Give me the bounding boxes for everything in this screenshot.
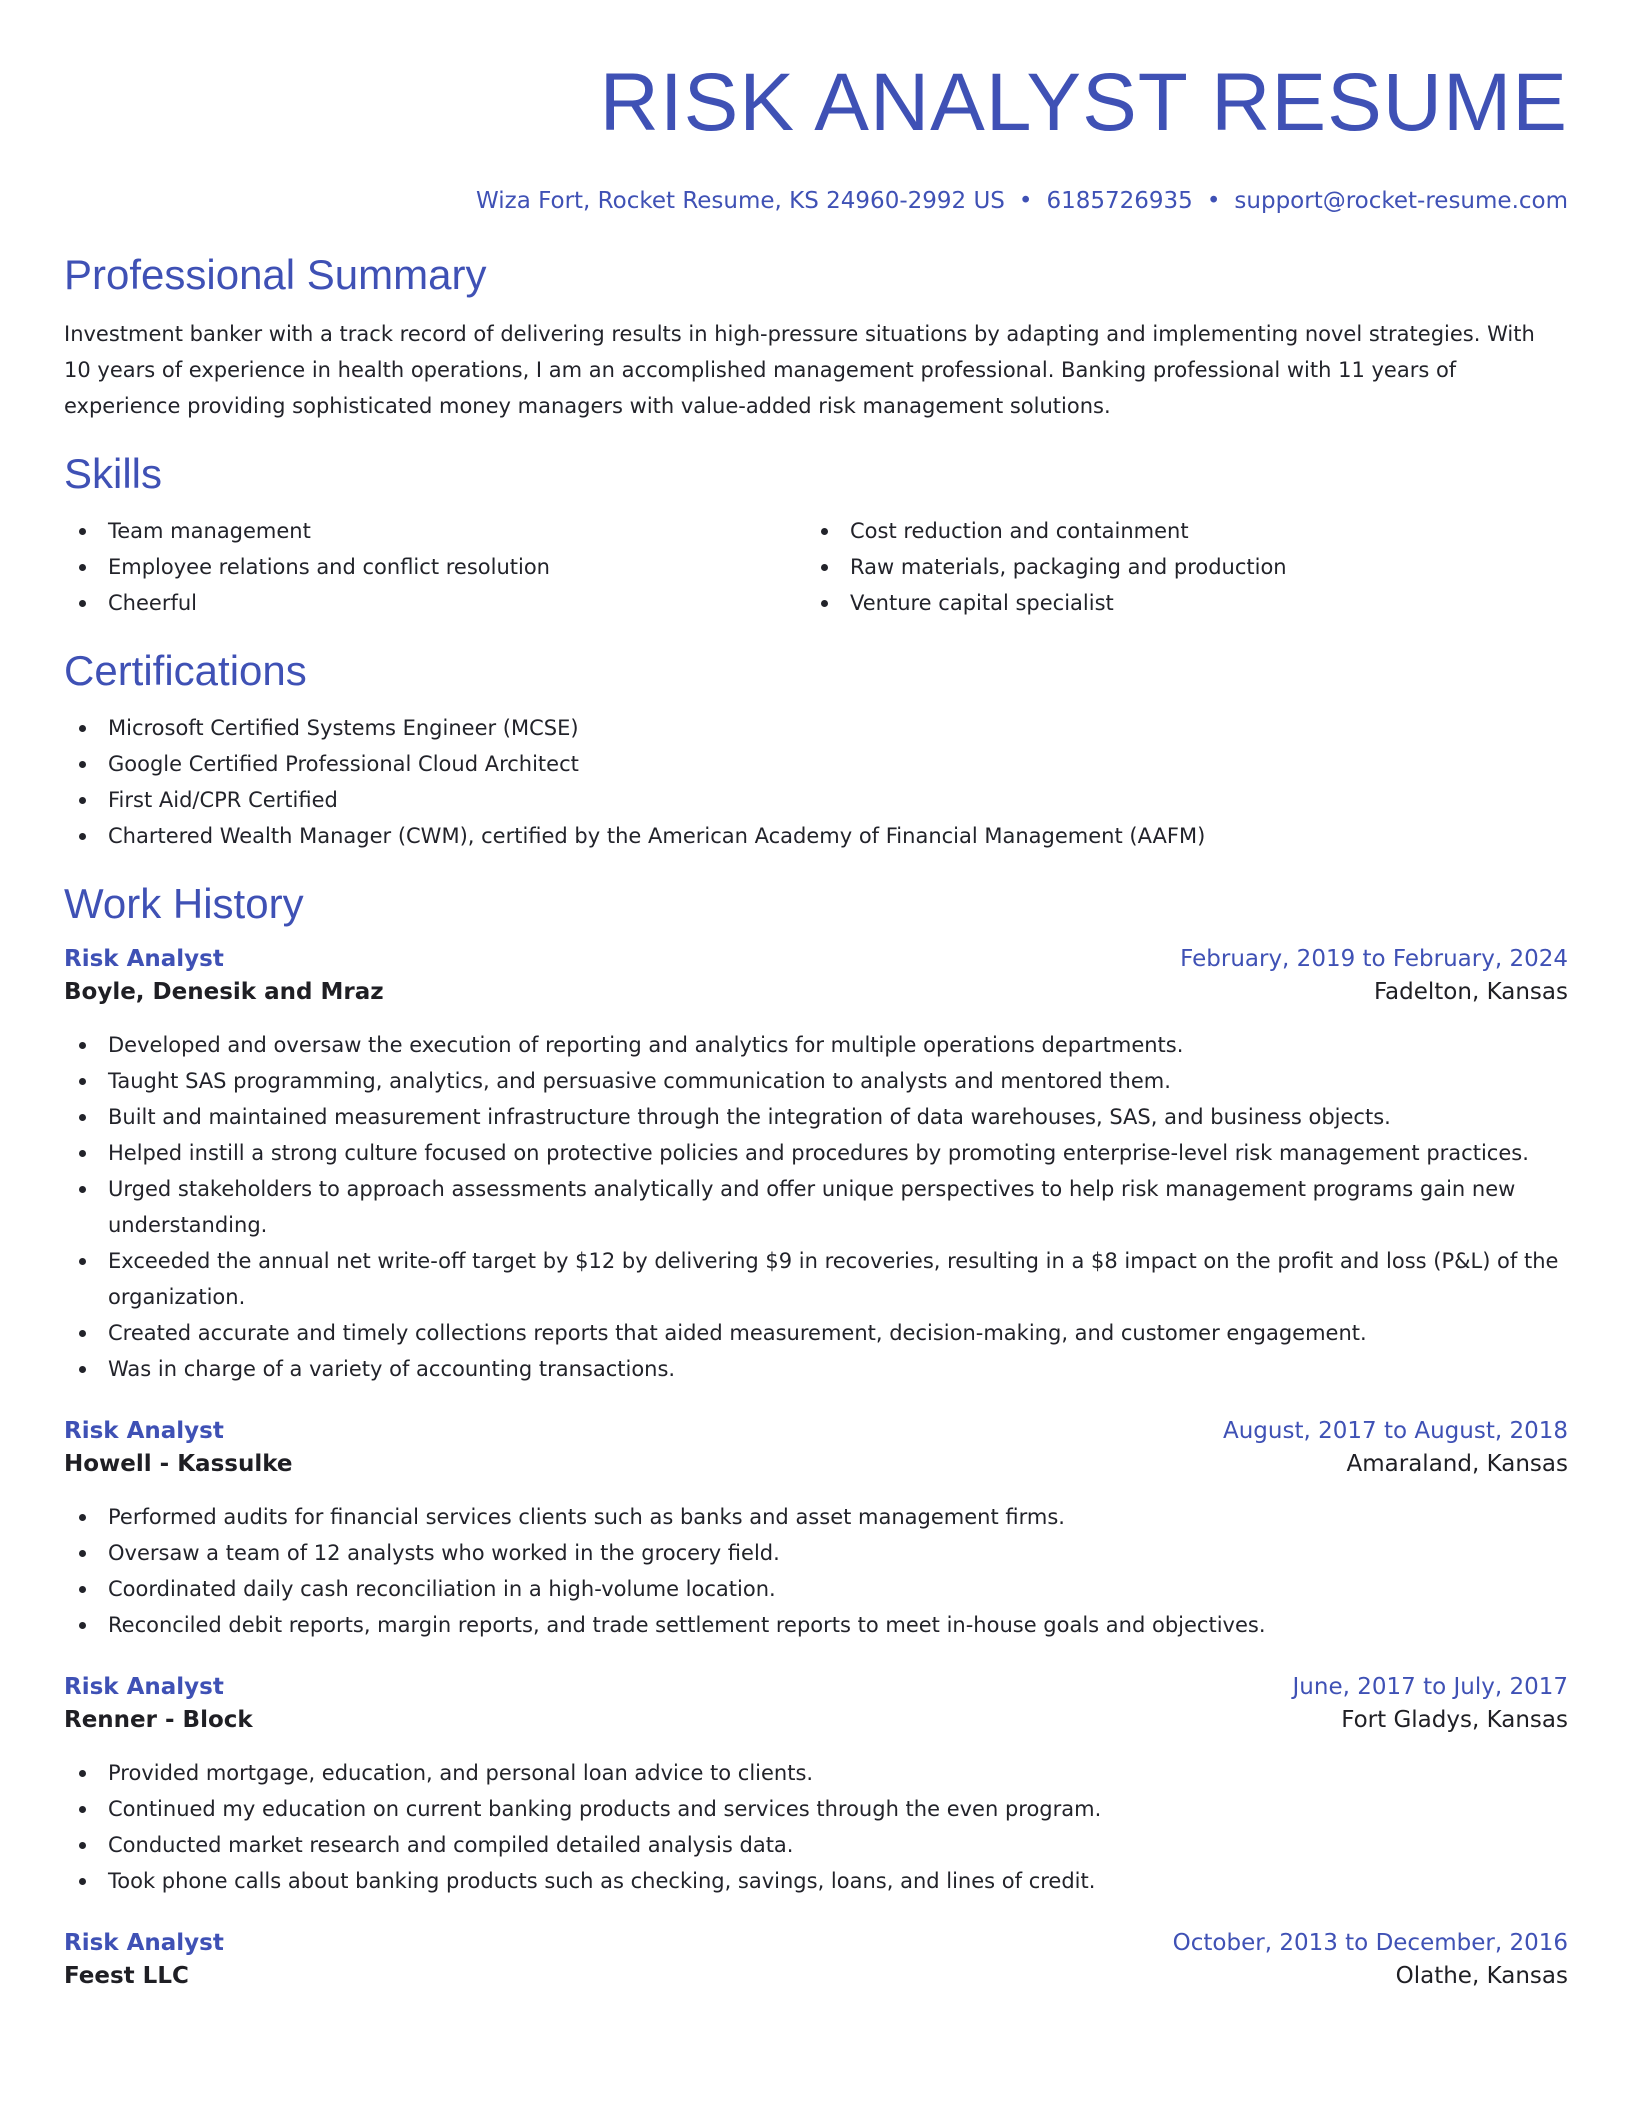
job-duties xyxy=(64,1755,1568,1899)
job-title: Risk Analyst xyxy=(64,1418,224,1444)
job-duty: Built and maintained measurement infrastructure through the integration of data warehouses, SAS, and business objects. xyxy=(64,1099,1568,1135)
skills-column-left xyxy=(64,513,806,621)
job-duty: Oversaw a team of 12 analysts who worked in the grocery field. xyxy=(64,1535,1568,1571)
certification-item: Chartered Wealth Manager (CWM), certified by the American Academy of Financial Management (AAFM) xyxy=(64,818,1568,854)
job-dates: October, 2013 to December, 2016 xyxy=(1172,1930,1568,1956)
summary-text: Investment banker with a track record of delivering results in high-pressure situations by adapting and implementing novel strategies. With 10 years of experience in health operations, I am an accomplished management professional. Banking professional with 11 years of experience providing sophisticated money managers with value-added risk management solutions. xyxy=(64,322,1535,418)
job-entry xyxy=(64,943,1568,1387)
job-dates: June, 2017 to July, 2017 xyxy=(1292,1674,1568,1700)
job-subheader xyxy=(64,1447,1568,1481)
certification-item: First Aid/CPR Certified xyxy=(64,782,1568,818)
skill-item: Employee relations and conflict resolution xyxy=(64,549,806,585)
job-entry xyxy=(64,1415,1568,1643)
job-subheader xyxy=(64,975,1568,1009)
job-duty: Performed audits for financial services clients such as banks and asset management firms. xyxy=(64,1499,1568,1535)
contact-email: support@rocket-resume.com xyxy=(1234,188,1568,214)
job-duty: Urged stakeholders to approach assessments analytically and offer unique perspectives to help risk management programs gain new understanding. xyxy=(64,1171,1568,1243)
job-company: Boyle, Denesik and Mraz xyxy=(64,979,384,1005)
job-location: Fort Gladys, Kansas xyxy=(1341,1707,1568,1733)
job-subheader xyxy=(64,1703,1568,1737)
skill-item: Venture capital specialist xyxy=(806,585,1548,621)
skill-item: Team management xyxy=(64,513,806,549)
job-company: Feest LLC xyxy=(64,1963,189,1989)
job-title: Risk Analyst xyxy=(64,1930,224,1956)
job-duty: Took phone calls about banking products such as checking, savings, loans, and lines of credit. xyxy=(64,1863,1568,1899)
job-location: Fadelton, Kansas xyxy=(1373,979,1568,1005)
certifications-heading: Certifications xyxy=(64,647,307,694)
job-dates: August, 2017 to August, 2018 xyxy=(1223,1418,1568,1444)
job-title: Risk Analyst xyxy=(64,1674,224,1700)
job-subheader xyxy=(64,1959,1568,1993)
job-duty: Exceeded the annual net write-off target by $12 by delivering $9 in recoveries, resulting in a $8 impact on the profit and loss (P&L) of the organization. xyxy=(64,1243,1568,1315)
job-duties xyxy=(64,1499,1568,1643)
job-company: Renner - Block xyxy=(64,1707,253,1733)
job-duty: Taught SAS programming, analytics, and persuasive communication to analysts and mentored them. xyxy=(64,1063,1568,1099)
resume-title: RISK ANALYST RESUME xyxy=(599,57,1568,148)
job-duty: Was in charge of a variety of accounting transactions. xyxy=(64,1351,1568,1387)
contact-line xyxy=(64,186,1568,216)
certifications-list xyxy=(64,710,1568,854)
skills-column-right xyxy=(806,513,1548,621)
job-title: Risk Analyst xyxy=(64,946,224,972)
job-header xyxy=(64,1415,1568,1447)
job-duty: Continued my education on current banking products and services through the even program. xyxy=(64,1791,1568,1827)
job-duty: Helped instill a strong culture focused on protective policies and procedures by promoting enterprise-level risk management practices. xyxy=(64,1135,1568,1171)
job-duty: Developed and oversaw the execution of reporting and analytics for multiple operations departments. xyxy=(64,1027,1568,1063)
summary-heading: Professional Summary xyxy=(64,251,487,298)
job-location: Olathe, Kansas xyxy=(1395,1963,1568,1989)
job-duty: Created accurate and timely collections reports that aided measurement, decision-making, and customer engagement. xyxy=(64,1315,1568,1351)
work-heading: Work History xyxy=(64,880,304,927)
job-dates: February, 2019 to February, 2024 xyxy=(1180,946,1568,972)
contact-phone: 6185726935 xyxy=(1046,188,1193,214)
job-header xyxy=(64,943,1568,975)
job-location: Amaraland, Kansas xyxy=(1346,1451,1568,1477)
job-duty: Provided mortgage, education, and personal loan advice to clients. xyxy=(64,1755,1568,1791)
job-entry xyxy=(64,1927,1568,1993)
certification-item: Google Certified Professional Cloud Architect xyxy=(64,746,1568,782)
certification-item: Microsoft Certified Systems Engineer (MCSE) xyxy=(64,710,1568,746)
job-duties xyxy=(64,1027,1568,1387)
job-duty: Coordinated daily cash reconciliation in a high-volume location. xyxy=(64,1571,1568,1607)
skill-item: Cheerful xyxy=(64,585,806,621)
job-duty: Reconciled debit reports, margin reports, and trade settlement reports to meet in-house goals and objectives. xyxy=(64,1607,1568,1643)
job-entry xyxy=(64,1671,1568,1899)
contact-separator: • xyxy=(1018,188,1033,214)
contact-address: Wiza Fort, Rocket Resume, KS 24960-2992 US xyxy=(476,188,1005,214)
job-company: Howell - Kassulke xyxy=(64,1451,293,1477)
skills-heading: Skills xyxy=(64,450,163,497)
job-header xyxy=(64,1671,1568,1703)
skill-item: Raw materials, packaging and production xyxy=(806,549,1548,585)
job-header xyxy=(64,1927,1568,1959)
job-duty: Conducted market research and compiled detailed analysis data. xyxy=(64,1827,1568,1863)
skill-item: Cost reduction and containment xyxy=(806,513,1548,549)
skills-list xyxy=(64,513,1568,621)
contact-separator: • xyxy=(1206,188,1221,214)
